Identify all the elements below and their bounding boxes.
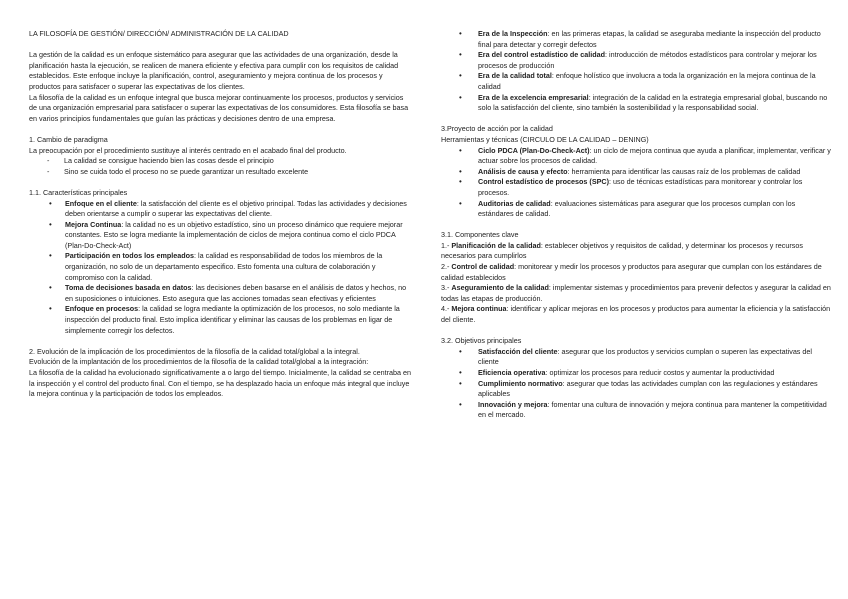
left-column bbox=[29, 29, 413, 400]
item-desc: : evaluaciones sistemáticas para asegurar que los procesos cumplan con los estándares de calidad. bbox=[478, 198, 796, 219]
item-desc: : fomentar una cultura de innovación y mejora continua para mantener la competitividad en el mercado. bbox=[478, 399, 827, 420]
item-term: Ciclo PDCA (Plan-Do-Check-Act) bbox=[478, 145, 590, 155]
item-term: Eficiencia operativa bbox=[478, 368, 546, 377]
item-term: Enfoque en procesos bbox=[65, 304, 139, 314]
section-1-dash-list bbox=[29, 156, 413, 177]
eras-list bbox=[441, 29, 831, 114]
item-term: Satisfacción del cliente bbox=[478, 346, 558, 356]
section-2-subtitle: Evolución de la implantación de los procedimientos de la filosofía de la calidad total/global a la integración: bbox=[29, 357, 369, 367]
section-1-text: La preocupación por el procedimiento sustituye al interés centrado en el acabado final del producto. bbox=[29, 145, 347, 155]
item-desc: : herramienta para identificar las causas raíz de los problemas de calidad bbox=[567, 166, 801, 176]
list-item bbox=[441, 347, 831, 368]
section-1-1-title: 1.1. Características principales bbox=[29, 187, 128, 197]
component-item bbox=[441, 241, 831, 262]
item-desc: : asegurar que los productos y servicios cumplan o superen las expectativas del cliente bbox=[478, 346, 812, 367]
item-number: 2.- bbox=[441, 262, 452, 272]
section-2-text: La filosofía de la calidad ha evolucionado significativamente a o largo del tiempo. Inicialmente, la calidad se centraba en la inspección y el control del producto final. Con el tiempo, se ha desplazado hacia un enfoque más integral que incluye la mejora continua y la participación de todos los empleados. bbox=[29, 368, 411, 399]
item-number: 3.- bbox=[441, 283, 452, 293]
item-term: Aseguramiento de la calidad bbox=[451, 283, 549, 293]
list-item bbox=[441, 146, 831, 167]
item-term: Análisis de causa y efecto bbox=[478, 166, 568, 176]
item-desc: : implementar sistemas y procedimientos para prevenir defectos y asegurar la calidad en todas las etapas de producción. bbox=[441, 283, 831, 303]
section-3-1-title: 3.1. Componentes clave bbox=[441, 230, 519, 240]
item-number: 4.- bbox=[441, 304, 452, 314]
intro-paragraph-1: La gestión de la calidad es un enfoque sistemático para asegurar que las actividades de una organización, desde la planificación hasta la ejecución, se realicen de manera eficiente y efectiva para cumplir con los requisitos de calidad establecidos. Este enfoque incluye la planificación, control, aseguramiento y mejora continua de los procesos y productos para satisfacer o superar las expectativas de los clientes. bbox=[29, 50, 399, 91]
list-item bbox=[441, 199, 831, 220]
component-item bbox=[441, 262, 831, 283]
intro-paragraph-2: La filosofía de la calidad es un enfoque integral que busca mejorar continuamente los procesos, productos y servicios de una organización empresarial para satisfacer o superar las expectativas de los consumidores. Esta filosofía se basa en varios principios fundamentales que guían las prácticas y decisiones dentro de una empresa. bbox=[29, 92, 409, 123]
section-3-2-title: 3.2. Objetivos principales bbox=[441, 336, 522, 346]
list-item bbox=[29, 220, 413, 252]
item-desc: : uso de técnicas estadísticas para monitorear y controlar los procesos. bbox=[478, 177, 803, 197]
list-item bbox=[441, 50, 831, 71]
item-desc: : un ciclo de mejora continua que ayuda a planificar, implementar, verificar y actuar sobre los procesos de calidad. bbox=[478, 145, 831, 166]
list-item bbox=[29, 251, 413, 283]
list-item bbox=[29, 283, 413, 304]
item-term: Enfoque en el cliente bbox=[65, 198, 137, 208]
components-list bbox=[441, 241, 831, 326]
item-desc: : la satisfacción del cliente es el objetivo principal. Todas las actividades y decisiones deben orientarse a cumplir o superar las expectativas del cliente. bbox=[65, 198, 407, 219]
objectives-list bbox=[441, 347, 831, 421]
item-term: Mejora Continua bbox=[65, 219, 122, 229]
item-desc: : identificar y aplicar mejoras en los procesos y productos para aumentar la eficiencia y la satisfacción del cliente. bbox=[441, 304, 831, 325]
item-term: Cumplimiento normativo bbox=[478, 378, 563, 388]
component-item bbox=[441, 304, 831, 325]
dash-item: - Sino se cuida todo el proceso no se puede garantizar un resultado excelente bbox=[29, 167, 413, 178]
list-item bbox=[441, 29, 831, 50]
item-term: Control de calidad bbox=[451, 262, 515, 272]
right-column bbox=[441, 29, 831, 421]
characteristics-list bbox=[29, 199, 413, 337]
item-desc: : las decisiones deben basarse en el análisis de datos y hechos, no en suposiciones o intuiciones. Esto asegura que las acciones tomadas sean efectivas y eficientes bbox=[65, 283, 407, 303]
section-2-title: 2. Evolución de la implicación de los procedimientos de la filosofía de la calidad total/global a la integral. bbox=[29, 346, 360, 356]
item-term: Participación en todos los empleados bbox=[65, 251, 195, 261]
item-desc: : optimizar los procesos para reducir costos y aumentar la productividad bbox=[545, 368, 775, 377]
list-item bbox=[441, 93, 831, 114]
document-title: LA FILOSOFÍA DE GESTIÓN/ DIRECCIÓN/ ADMINISTRACIÓN DE LA CALIDAD bbox=[29, 29, 289, 38]
list-item bbox=[29, 304, 413, 336]
item-term: Era de la calidad total bbox=[478, 71, 552, 81]
section-3-subtitle: Herramientas y técnicas (CIRCULO DE LA CALIDAD – DENING) bbox=[441, 134, 649, 144]
item-desc: : monitorear y medir los procesos y productos para asegurar que cumplan con los estándares de calidad establecidos bbox=[441, 262, 822, 282]
item-desc: : integración de la calidad en la estrategia empresarial global, buscando no solo la satisfacción del cliente, sino también la sostenibilidad y la responsabilidad social. bbox=[478, 92, 828, 113]
item-term: Innovación y mejora bbox=[478, 399, 548, 409]
item-desc: : establecer objetivos y requisitos de calidad, y determinar los procesos y recursos necesarios para cumplirlos bbox=[441, 240, 803, 261]
dash-item: - La calidad se consigue haciendo bien las cosas desde el principio bbox=[29, 156, 413, 167]
list-item bbox=[441, 167, 831, 178]
item-term: Auditorias de calidad bbox=[478, 198, 551, 208]
item-desc: : la calidad es responsabilidad de todos los miembros de la organización, no solo de un departamento especifico. Esto fomenta una cultura de colaboración y compromiso con la calidad. bbox=[65, 251, 383, 282]
tools-list bbox=[441, 146, 831, 220]
item-term: Era de la Inspección bbox=[478, 29, 548, 38]
item-term: Planificación de la calidad bbox=[451, 240, 541, 250]
list-item bbox=[441, 368, 831, 379]
item-desc: : enfoque holístico que involucra a toda la organización en la mejora continua de la calidad bbox=[478, 71, 816, 91]
item-desc: : la calidad se logra mediante la optimización de los procesos, no solo mediante la inspección del producto final. Esto implica identificar y eliminar las causas de los problemas en ligar de simplemente corregir los defectos. bbox=[65, 304, 400, 335]
item-desc: : asegurar que todas las actividades cumplan con las regulaciones y estándares aplicables bbox=[478, 378, 818, 399]
item-term: Control estadístico de procesos (SPC) bbox=[478, 177, 609, 187]
list-item bbox=[441, 71, 831, 92]
item-term: Era de la excelencia empresarial bbox=[478, 92, 589, 102]
item-desc: : la calidad no es un objetivo estadístico, sino un proceso dinámico que requiere mejorar constantes. Esto se logra mediante la implementación de ciclos de mejora continua como el ciclo PDCA (Plan-Do-Check-Act) bbox=[65, 219, 403, 250]
component-item bbox=[441, 283, 831, 304]
item-term: Toma de decisiones basada en datos bbox=[65, 283, 192, 293]
section-3-title: 3.Proyecto de acción por la calidad bbox=[441, 124, 553, 134]
list-item bbox=[29, 199, 413, 220]
list-item bbox=[441, 400, 831, 421]
item-desc: : en las primeras etapas, la calidad se aseguraba mediante la inspección del producto final para detectar y corregir defectos bbox=[478, 29, 821, 49]
item-term: Mejora continua bbox=[451, 304, 507, 314]
list-item bbox=[441, 379, 831, 400]
item-term: Era del control estadístico de calidad bbox=[478, 50, 606, 60]
item-desc: : introducción de métodos estadísticos para controlar y mejorar los procesos de producción bbox=[478, 50, 817, 70]
section-1-title: 1. Cambio de paradigma bbox=[29, 134, 108, 144]
item-number: 1.- bbox=[441, 240, 452, 250]
list-item bbox=[441, 177, 831, 198]
